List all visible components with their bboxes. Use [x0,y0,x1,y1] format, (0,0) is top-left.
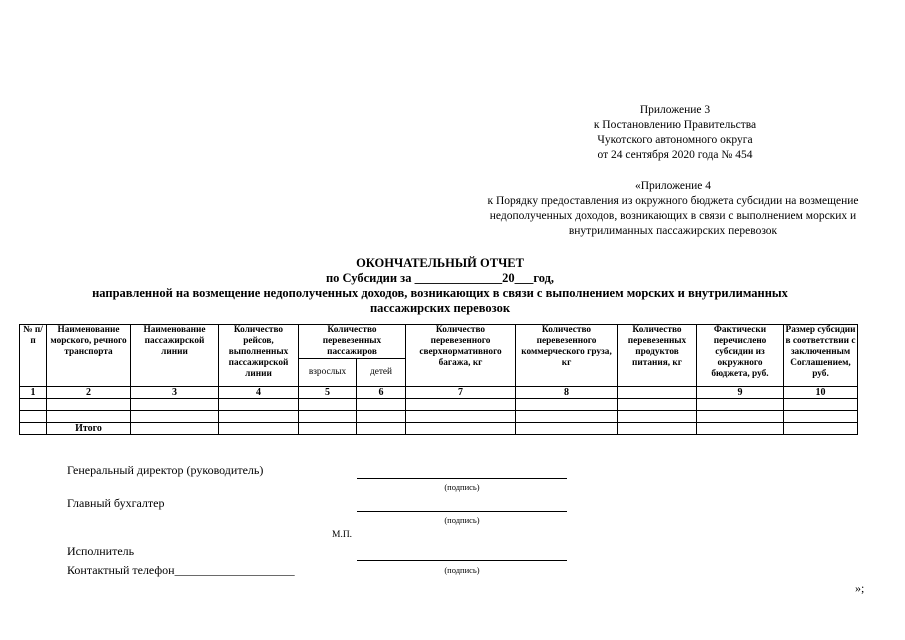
table-cell [20,411,47,423]
header-cargo: Количество перевезенного коммерческого груза, кг [516,325,618,387]
header-num: № п/п [20,325,47,387]
column-number: 5 [299,387,357,399]
table-cell [784,423,858,435]
executor-signature-line [357,560,567,561]
column-number: 4 [219,387,299,399]
header-line: Наименование пассажирской линии [131,325,219,387]
report-title: ОКОНЧАТЕЛЬНЫЙ ОТЧЕТ [356,256,524,270]
table-cell [219,423,299,435]
appendix-3-block [560,103,790,163]
total-row [20,423,858,435]
table-cell [357,411,406,423]
report-period: по Субсидии за ______________20___год, [325,271,555,285]
table-cell [618,423,697,435]
table-cell [131,423,219,435]
director-signature-caption: (подпись) [444,482,480,492]
accountant-signature-line [357,511,567,512]
table-cell [47,399,131,411]
table-cell [697,399,784,411]
column-number: 2 [47,387,131,399]
table-row [20,399,858,411]
header-size: Размер субсидии в соответствии с заключенным Соглашением, руб. [784,325,858,387]
table-cell [20,399,47,411]
appendix-3-line: к Постановлению Правительства [593,119,757,131]
header-baggage: Количество перевезенного сверхнормативного багажа, кг [406,325,516,387]
report-table [19,324,858,435]
table-cell [516,411,618,423]
table-cell [516,399,618,411]
table-cell [131,411,219,423]
appendix-3-line: Чукотского автономного округа [597,134,753,146]
header-food: Количество перевезенных продуктов питания, кг [618,325,697,387]
executor-label: Исполнитель [67,544,135,558]
appendix-3-line: Приложение 3 [639,104,711,116]
table-cell [697,423,784,435]
table-cell [618,411,697,423]
table-cell [784,411,858,423]
table-cell [516,423,618,435]
closing-quote: »; [855,581,865,595]
appendix-4-line: «Приложение 4 [634,180,712,192]
table-cell [357,399,406,411]
table-cell [784,399,858,411]
appendix-4-line: к Порядку предоставления из окружного бюджета субсидии на возмещение [487,195,859,207]
column-number: 3 [131,387,219,399]
column-number: 7 [406,387,516,399]
column-number: 1 [20,387,47,399]
header-children: детей [357,359,406,387]
column-number: 9 [697,387,784,399]
table-cell [618,399,697,411]
column-number: 8 [516,387,618,399]
table-cell [20,423,47,435]
accountant-signature-caption: (подпись) [444,515,480,525]
director-label: Генеральный директор (руководитель) [67,463,264,477]
appendix-4-block [448,179,898,239]
table-cell [406,399,516,411]
column-number-row [20,387,858,399]
header-row [20,325,858,359]
table-cell [406,411,516,423]
header-vessel: Наименование морского, речного транспорта [47,325,131,387]
total-label: Итого [47,423,131,435]
seal-mark: М.П. [332,530,353,540]
table-cell [697,411,784,423]
appendix-4-line: недополученных доходов, возникающих в связи с выполнением морских и [489,210,857,222]
table-cell [131,399,219,411]
table-cell [219,399,299,411]
column-number: 6 [357,387,406,399]
report-purpose: направленной на возмещение недополученных доходов, возникающих в связи с выполнением морских и внутрилиманных пассажирских перевозок [92,286,788,315]
header-adults: взрослых [299,359,357,387]
accountant-label: Главный бухгалтер [67,496,165,510]
column-number [618,387,697,399]
phone-label: Контактный телефон____________________ [67,563,295,577]
table-row [20,411,858,423]
table-cell [299,399,357,411]
table-cell [299,411,357,423]
header-passengers: Количество перевезенных пассажиров [299,325,406,359]
column-number: 10 [784,387,858,399]
table-cell [357,423,406,435]
appendix-3-line: от 24 сентября 2020 года № 454 [597,149,753,161]
table-cell [219,411,299,423]
appendix-4-line: внутрилиманных пассажирских перевозок [568,225,778,237]
table-cell [406,423,516,435]
director-signature-line [357,478,567,479]
executor-signature-caption: (подпись) [444,565,480,575]
header-paid: Фактически перечислено субсидии из окружного бюджета, руб. [697,325,784,387]
table-cell [47,411,131,423]
header-trips: Количество рейсов, выполненных пассажирской линии [219,325,299,387]
table-cell [299,423,357,435]
